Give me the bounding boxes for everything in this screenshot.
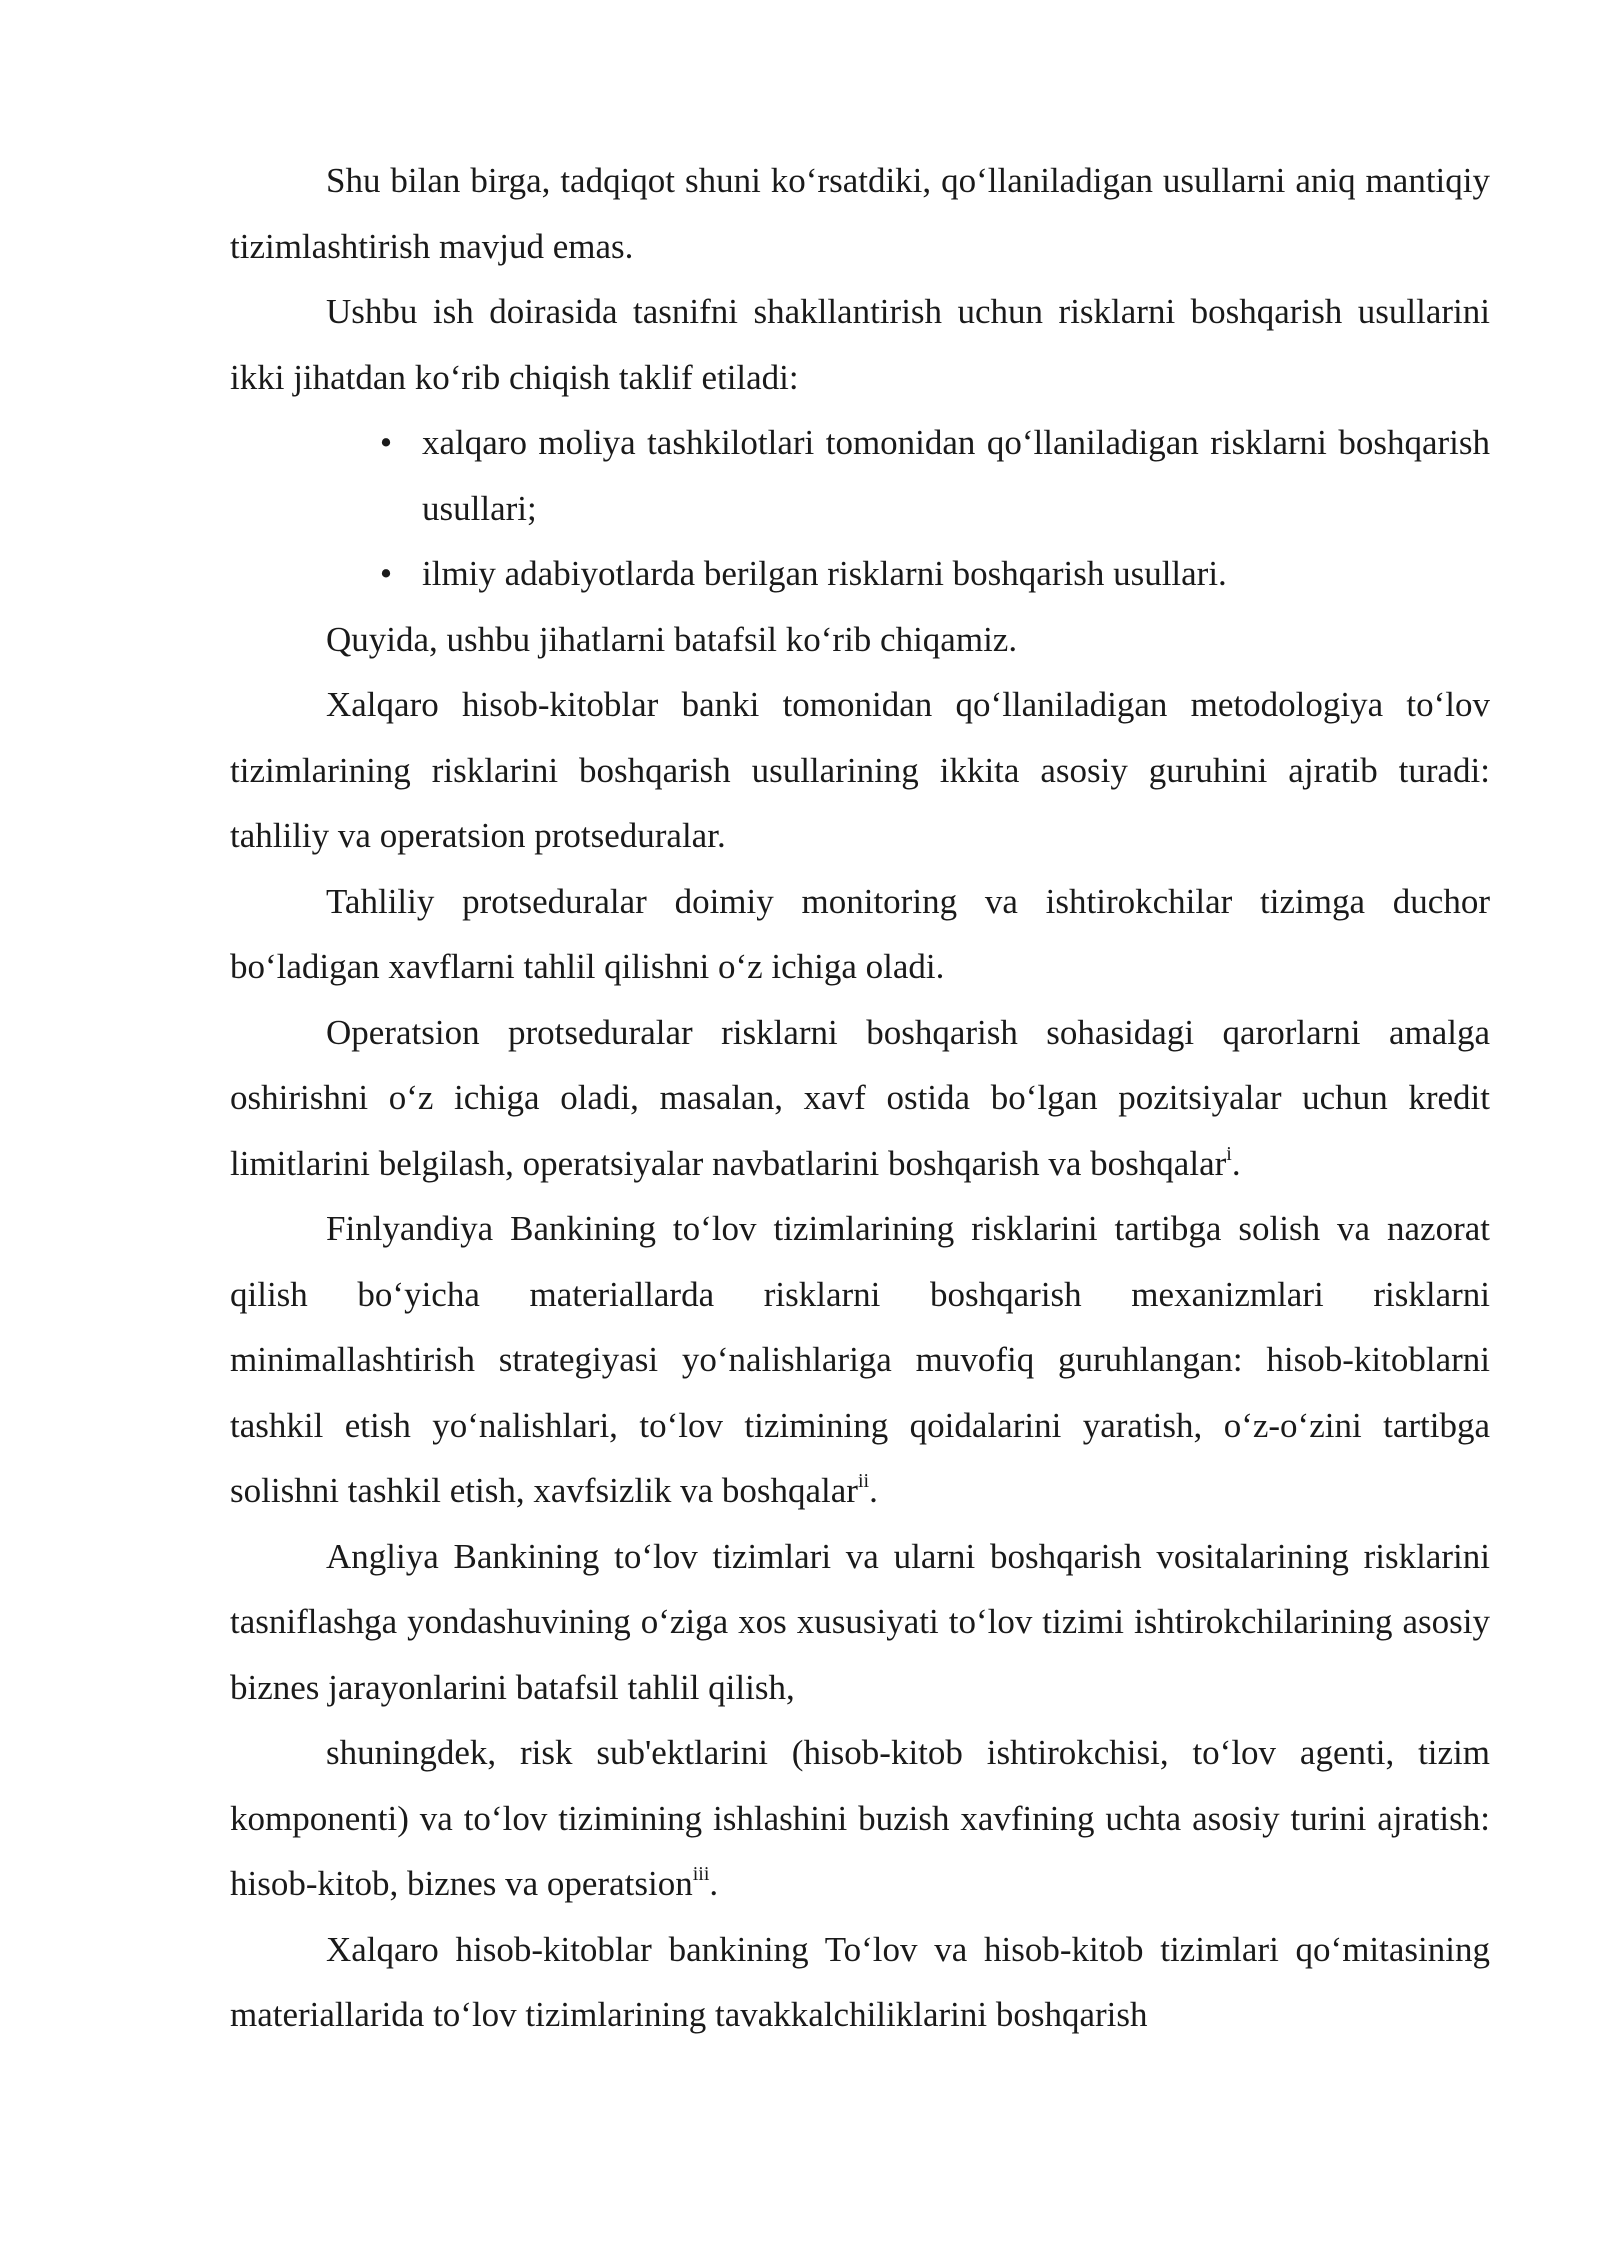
footnote-marker[interactable]: ii (857, 1470, 870, 1493)
paragraph-xalqaro-final: Xalqaro hisob-kitoblar bankining Toʻlov va hisob-kitob tizimlari qoʻmitasining materiallarida toʻlov tizimlarining tavakkalchiliklarini boshqarish (230, 1929, 1490, 2034)
bullet-list (230, 410, 1490, 607)
list-item-text: xalqaro moliya tashkilotlari tomonidan qoʻllaniladigan risklarni boshqarish usullari; (422, 423, 1490, 528)
paragraph-tizimlashtirish: Shu bilan birga, tadqiqot shuni koʻrsatdiki, qoʻllaniladigan usullarni aniq mantiqiy tizimlashtirish mavjud emas. (230, 161, 1490, 266)
paragraph-end: . (869, 1471, 878, 1510)
list-item-text: ilmiy adabiyotlarda berilgan risklarni boshqarish usullari. (422, 554, 1227, 593)
paragraph-text: Operatsion protseduralar risklarni boshqarish sohasidagi qarorlarni amalga oshirishni oʻz ichiga oladi, masalan, xavf ostida boʻlgan pozitsiyalar uchun kredit limitlarini belgilash, operatsiyalar navbatlarini boshqarish va boshqalar (230, 1012, 1490, 1183)
list-item (379, 410, 1490, 541)
footnote-marker[interactable]: iii (692, 1863, 710, 1886)
paragraph-quyida: Quyida, ushbu jihatlarni batafsil koʻrib chiqamiz. (326, 619, 1018, 659)
footnote-marker[interactable]: i (1226, 1142, 1232, 1165)
paragraph-end: . (709, 1864, 719, 1903)
paragraph-finlyandiya (230, 1196, 1490, 1524)
paragraph-xalqaro-metodologiya: Xalqaro hisob-kitoblar banki tomonidan qoʻllaniladigan metodologiya toʻlov tizimlarining risklarini boshqarish usullarining ikkita asosiy guruhini ajratib turadi: tahliliy va operatsion protseduralar. (230, 685, 1490, 855)
paragraph-end: . (1231, 1143, 1241, 1183)
bullet-icon: • (379, 554, 393, 593)
paragraph-angliya: Angliya Bankining toʻlov tizimlari va ularni boshqarish vositalarining risklarini tasniflashga yondashuvining oʻziga xos xususiyati toʻlov tizimi ishtirokchilarining asosiy biznes jarayonlarini batafsil tahlil qilish, (230, 1536, 1490, 1707)
document-page (230, 148, 1490, 2048)
bullet-icon: • (379, 423, 393, 462)
paragraph-text: shuningdek, risk sub'ektlarini (hisob-kitob ishtirokchisi, toʻlov agenti, tizim komponenti) va toʻlov tizimining ishlashini buzish xavfining uchta asosiy turini ajratish: hisob-kitob, biznes va operatsion (230, 1733, 1490, 1903)
list-item (379, 541, 1490, 607)
paragraph-text: Finlyandiya Bankining toʻlov tizimlarining risklarini tartibga solish va nazorat qilish boʻyicha materiallarda risklarni boshqarish mexanizmlari risklarni minimallashtirish strategiyasi yoʻnalishlariga muvofiq guruhlangan: hisob-kitoblarni tashkil etish yoʻnalishlari, toʻlov tizimining qoidalarini yaratish, oʻz-oʻzini tartibga solishni tashkil etish, xavfsizlik va boshqalar (230, 1209, 1490, 1510)
paragraph-shuningdek (230, 1720, 1490, 1917)
paragraph-tahliliy: Tahliliy protseduralar doimiy monitoring va ishtirokchilar tizimga duchor boʻladigan xavflarni tahlil qilishni oʻz ichiga oladi. (230, 881, 1490, 986)
paragraph-ish-doirasida: Ushbu ish doirasida tasnifni shakllantirish uchun risklarni boshqarish usullarini ikki jihatdan koʻrib chiqish taklif etiladi: (230, 292, 1490, 397)
paragraph-operatsion (230, 1000, 1490, 1197)
